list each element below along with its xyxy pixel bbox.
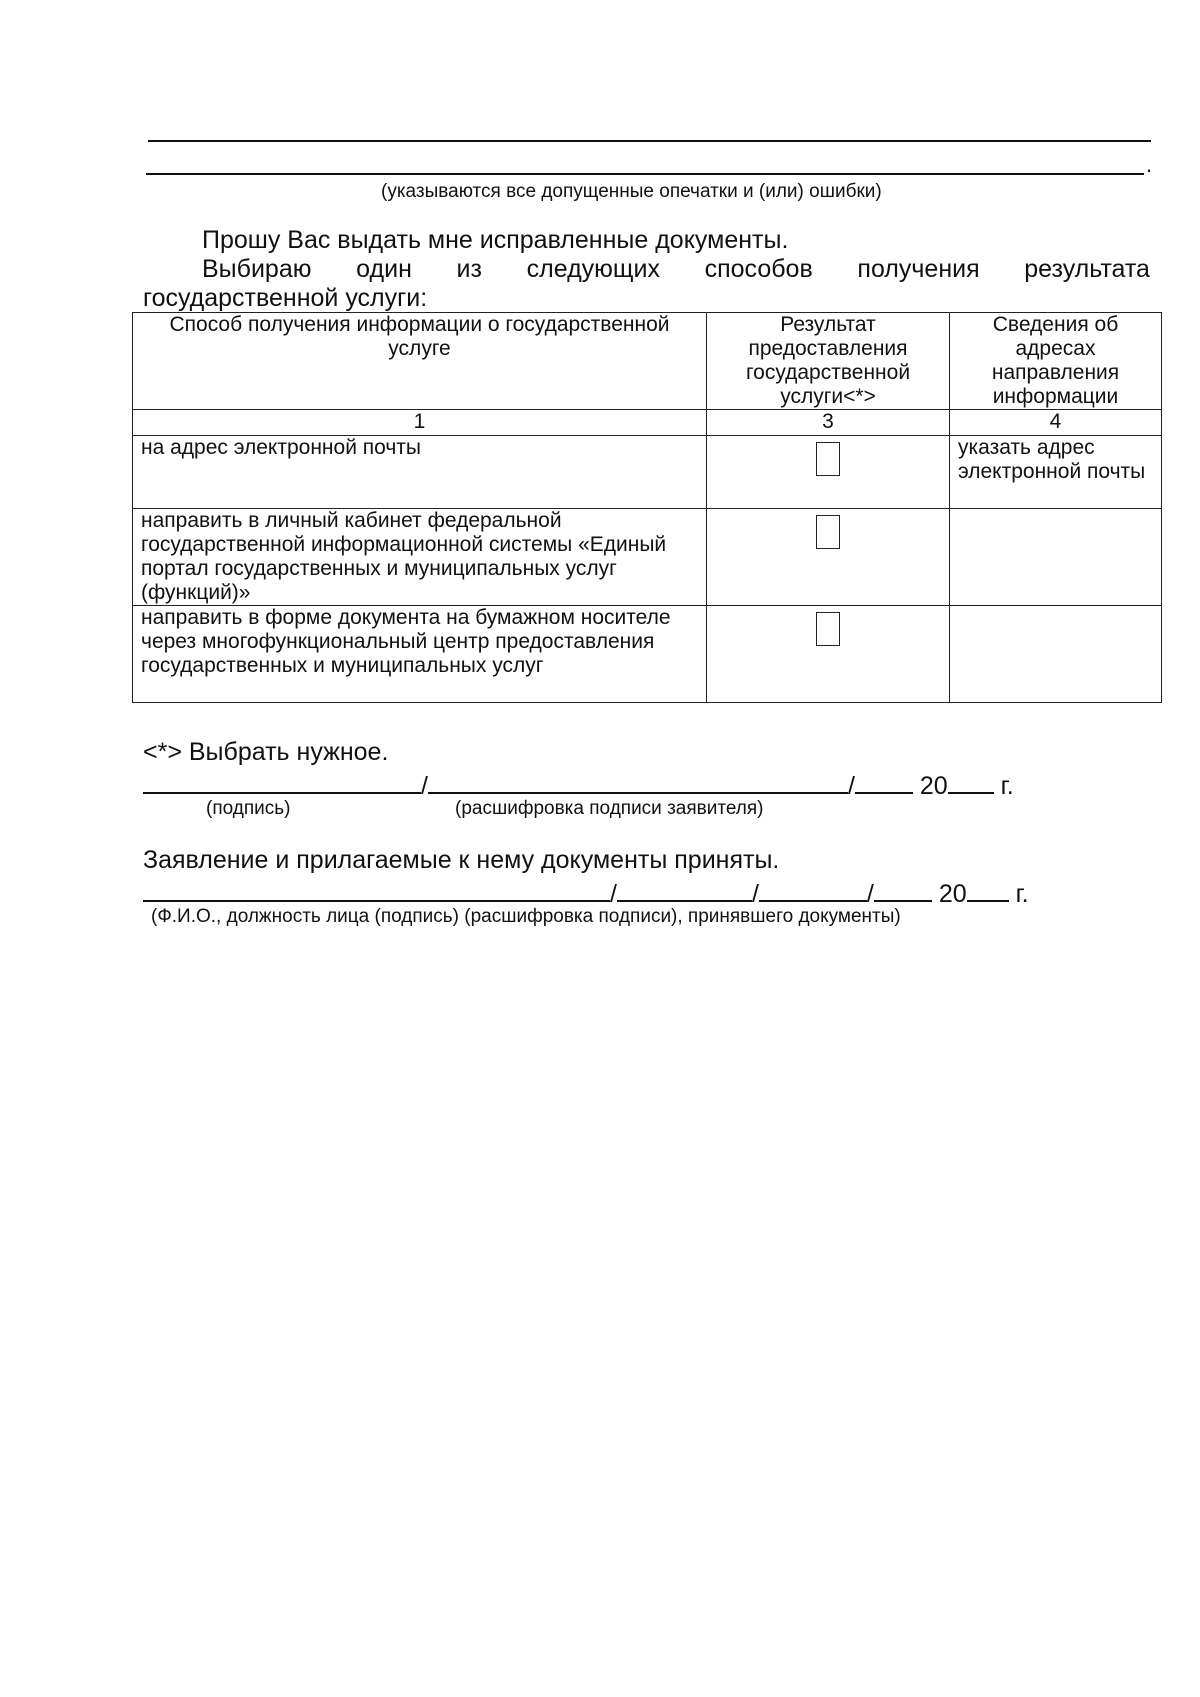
choose-word: один	[356, 255, 412, 283]
acceptance-caption: (Ф.И.О., должность лица (подпись) (расшифровка подписи), принявшего документы)	[151, 906, 901, 927]
result-cell	[707, 436, 950, 509]
year-suffix: г.	[1000, 772, 1014, 800]
official-decode-blank[interactable]	[759, 874, 867, 902]
signature-decode-blank[interactable]	[428, 766, 848, 794]
official-name-blank[interactable]	[143, 874, 610, 902]
choose-word: получения	[857, 255, 980, 283]
choose-word: результата	[1024, 255, 1150, 283]
choose-word: Выбираю	[202, 255, 312, 283]
column-number: 1	[133, 410, 707, 436]
header-result: Результат предоставления государственной услуги<*>	[707, 313, 950, 410]
email-checkbox[interactable]	[816, 442, 840, 476]
column-number: 4	[950, 410, 1162, 436]
slash: /	[866, 880, 874, 908]
acceptance-signature-line	[143, 874, 1029, 909]
errors-line-1[interactable]	[148, 140, 1151, 142]
method-text: на адрес электронной почты	[133, 436, 707, 509]
paper-checkbox[interactable]	[816, 612, 840, 646]
request-text: Прошу Вас выдать мне исправленные документы.	[202, 226, 789, 254]
column-numbers-row	[133, 410, 1162, 436]
delivery-methods-table	[132, 312, 1162, 703]
result-cell	[707, 509, 950, 606]
decode-caption: (расшифровка подписи заявителя)	[455, 798, 764, 819]
address-info-text[interactable]	[950, 509, 1162, 606]
official-sign-blank[interactable]	[617, 874, 752, 902]
errors-line-2[interactable]	[146, 173, 1144, 175]
choose-method-line-2: государственной услуги:	[143, 284, 428, 312]
accept-year-blank[interactable]	[967, 874, 1009, 902]
choose-word: из	[456, 255, 482, 283]
year-suffix: г.	[1015, 880, 1029, 908]
method-text: направить в личный кабинет федеральной государственной информационной системы «Единый портал государственных и муниципальных услуг (функций)»	[133, 509, 707, 606]
accept-day-blank[interactable]	[874, 874, 932, 902]
slash: /	[847, 772, 855, 800]
column-number: 3	[707, 410, 950, 436]
year-prefix: 20	[938, 880, 967, 908]
header-method: Способ получения информации о государственной услуге	[133, 313, 707, 410]
table-header-row	[133, 313, 1162, 410]
year-prefix: 20	[919, 772, 948, 800]
method-text: направить в форме документа на бумажном носителе через многофункциональный центр предоставления государственных и муниципальных услуг	[133, 606, 707, 703]
applicant-signature-line	[143, 766, 1014, 801]
choose-word: следующих	[526, 255, 660, 283]
acceptance-statement: Заявление и прилагаемые к нему документы приняты.	[143, 846, 780, 874]
table-row-mfc-paper	[133, 606, 1162, 703]
address-info-text: указать адрес электронной почты	[950, 436, 1162, 509]
signature-caption: (подпись)	[206, 798, 291, 819]
footnote-choose: <*> Выбрать нужное.	[143, 738, 389, 766]
choose-method-line-1	[202, 255, 1150, 284]
result-cell	[707, 606, 950, 703]
day-blank[interactable]	[855, 766, 913, 794]
table-row-portal	[133, 509, 1162, 606]
year-blank[interactable]	[948, 766, 994, 794]
signature-blank[interactable]	[143, 766, 421, 794]
slash: /	[421, 772, 428, 800]
address-info-text[interactable]	[950, 606, 1162, 703]
slash: /	[751, 880, 759, 908]
errors-caption: (указываются все допущенные опечатки и (или) ошибки)	[381, 181, 882, 202]
errors-line-end-dot: .	[1146, 152, 1153, 177]
choose-word: способов	[704, 255, 813, 283]
table-row-email	[133, 436, 1162, 509]
slash: /	[610, 880, 617, 908]
portal-checkbox[interactable]	[816, 515, 840, 549]
header-address-info: Сведения об адресах направления информации	[950, 313, 1162, 410]
